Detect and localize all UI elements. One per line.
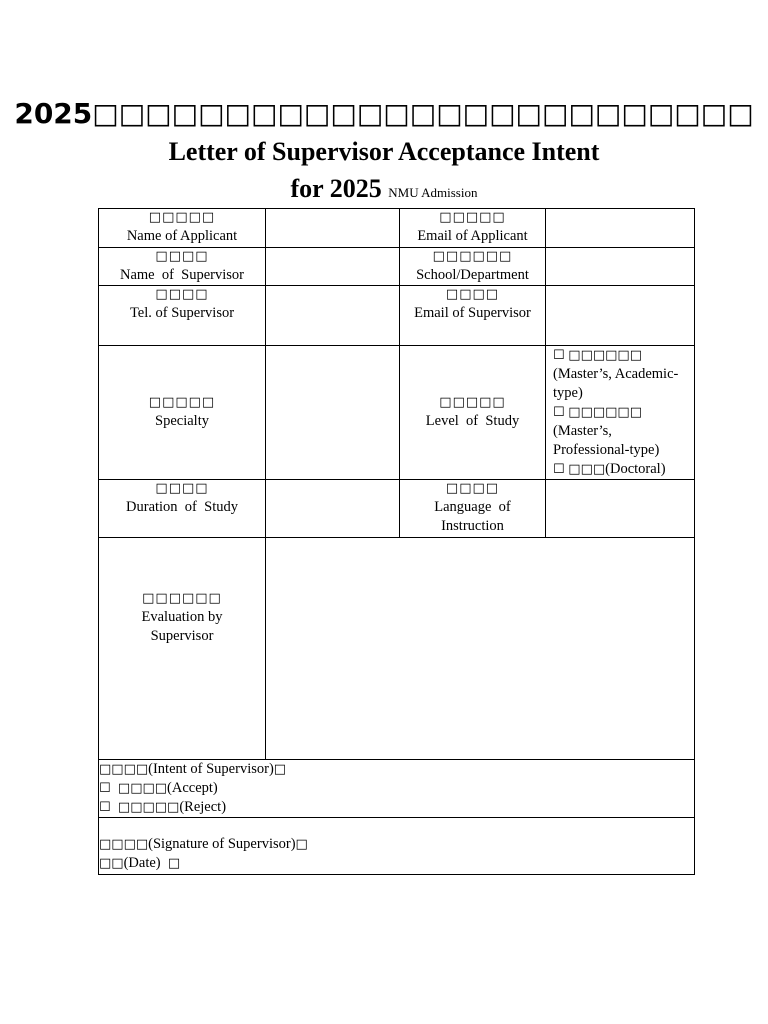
- title-year: for 2025: [290, 174, 382, 203]
- intent-section: [99, 760, 695, 818]
- field-supervisor-email[interactable]: [546, 286, 695, 346]
- label-language: □□□□ Language of Instruction: [400, 480, 546, 538]
- field-language[interactable]: [546, 480, 695, 538]
- field-specialty[interactable]: [266, 346, 400, 480]
- checkbox-accept[interactable]: ☐: [99, 781, 111, 796]
- option-master-academic[interactable]: ☐ □□□□□□: [553, 348, 642, 363]
- row-intent: [99, 760, 695, 818]
- label-level-of-study: □□□□□ Level of Study: [400, 346, 546, 480]
- option-reject[interactable]: ☐ □□□□□(Reject): [99, 799, 227, 815]
- signature-label[interactable]: □□□□(Signature of Supervisor)□: [99, 836, 308, 852]
- label-applicant-name: □□□□□ Name of Applicant: [99, 209, 266, 248]
- field-applicant-name[interactable]: [266, 209, 400, 248]
- label-supervisor-name: □□□□ Name of Supervisor: [99, 248, 266, 286]
- label-school: □□□□□□ School/Department: [400, 248, 546, 286]
- title-english-line2: [0, 173, 768, 209]
- row-supervisor: [99, 248, 695, 286]
- label-applicant-email: □□□□□ Email of Applicant: [400, 209, 546, 248]
- option-master-professional[interactable]: ☐ □□□□□□: [553, 405, 642, 420]
- option-accept[interactable]: ☐ □□□□(Accept): [99, 780, 218, 796]
- row-specialty-level: [99, 346, 695, 480]
- title-institution: NMU Admission: [388, 185, 478, 200]
- field-supervisor-tel[interactable]: [266, 286, 400, 346]
- label-duration: □□□□ Duration of Study: [99, 480, 266, 538]
- checkbox-reject[interactable]: ☐: [99, 800, 111, 815]
- row-applicant: [99, 209, 695, 248]
- checkbox-master-academic[interactable]: ☐: [553, 348, 565, 363]
- label-supervisor-tel: □□□□ Tel. of Supervisor: [99, 286, 266, 346]
- checkbox-doctoral[interactable]: ☐: [553, 462, 565, 477]
- intent-label: □□□□(Intent of Supervisor)□: [99, 761, 287, 777]
- field-school[interactable]: [546, 248, 695, 286]
- label-specialty: □□□□□ Specialty: [99, 346, 266, 480]
- option-doctoral[interactable]: ☐ □□□(Doctoral): [553, 461, 666, 477]
- row-duration-language: [99, 480, 695, 538]
- title-chinese: 2025□□□□□□□□□□□□□□□□□□□□□□□□□: [14, 97, 754, 130]
- label-evaluation: □□□□□□ Evaluation by Supervisor: [99, 538, 266, 760]
- row-evaluation: [99, 538, 695, 760]
- field-evaluation[interactable]: [266, 538, 695, 760]
- row-contact: [99, 286, 695, 346]
- title-english-line1: Letter of Supervisor Acceptance Intent: [168, 137, 600, 166]
- field-supervisor-name[interactable]: [266, 248, 400, 286]
- row-signature: [99, 818, 695, 875]
- date-label[interactable]: □□(Date) □: [99, 855, 181, 871]
- level-of-study-options: ☐ □□□□□□ (Master’s, Academic- type) ☐ □□□□□□ (Master’s, Professional-type) ☐ □□□(Doctoral): [546, 346, 695, 480]
- acceptance-form-table: [98, 208, 695, 875]
- field-applicant-email[interactable]: [546, 209, 695, 248]
- field-duration[interactable]: [266, 480, 400, 538]
- signature-section: [99, 818, 695, 875]
- label-supervisor-email: □□□□ Email of Supervisor: [400, 286, 546, 346]
- checkbox-master-professional[interactable]: ☐: [553, 405, 565, 420]
